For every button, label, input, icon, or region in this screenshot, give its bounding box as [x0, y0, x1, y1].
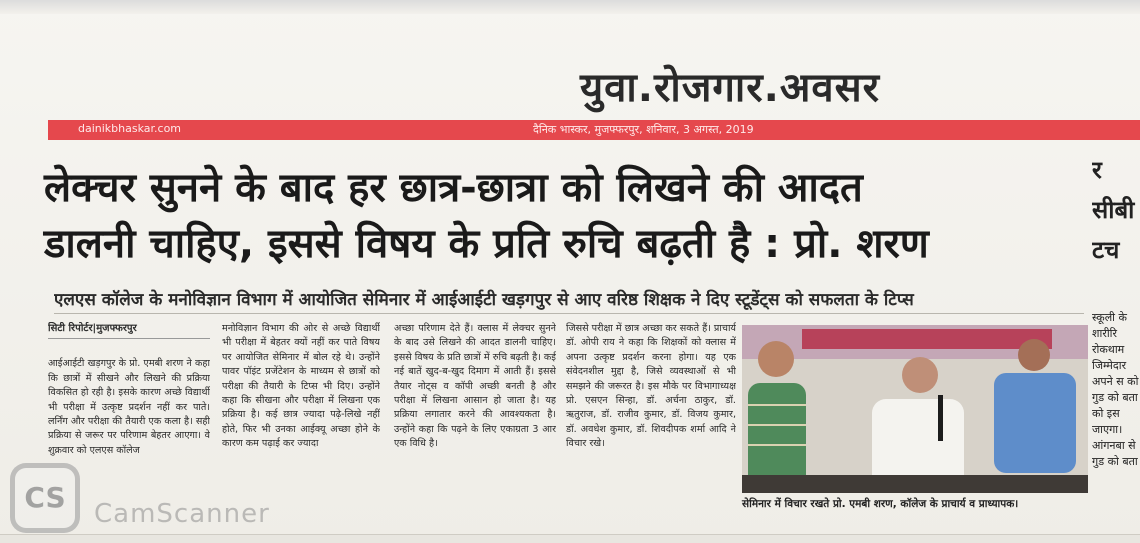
headline-line-2: डालनी चाहिए, इससे विषय के प्रति रुचि बढ़ती है : प्रो. शरण	[44, 221, 929, 267]
camscanner-watermark	[10, 463, 290, 535]
column-text: अच्छा परिणाम देते हैं। क्लास में लेक्चर सुनने के बाद उसे लिखने की आदत डालनी चाहिए। इससे विषय के प्रति छात्रों में रुचि बढ़ती है। कई नई बातें खुद-ब-खुद दिमाग में आती हैं। इससे तैयार नोट्स व कॉपी अच्छी बनती है और परीक्षा में लिखना आसान हो जाता है। यह प्रक्रिया लगातार करने की आवश्यकता है। उन्होंने कहा कि पढ़ने के लिए एकाग्रता 3 आर एक विधि है।	[394, 323, 556, 450]
article-column-3	[394, 322, 556, 522]
seminar-photo	[742, 325, 1088, 493]
seminar-photo-image	[742, 325, 1088, 493]
article-column-4	[566, 322, 736, 522]
column-text: आईआईटी खड़गपुर के प्रो. एमबी शरण ने कहा कि छात्रों में सीखने और लिखने की प्रक्रिया विकसित हो रही है। इसके कारण अच्छे विद्यार्थी भी परीक्षा में उत्कृष्ट प्रदर्शन नहीं कर पाते। लर्निंग और परीक्षा की तैयारी एक कला है। सही प्रक्रिया से जरूर पर परिणाम बेहतर आएगा। वे शुक्रवार को एलएस कॉलेज	[48, 358, 210, 456]
watermark-text: CamScanner	[94, 499, 270, 529]
band-site: dainikbhaskar.com	[78, 122, 182, 135]
page-bottom-edge	[0, 534, 1140, 543]
section-title: युवा.रोजगार.अवसर	[579, 65, 881, 111]
article-subhead: एलएस कॉलेज के मनोविज्ञान विभाग में आयोजित सेमिनार में आईआईटी खड़गपुर से आए वरिष्ठ शिक्षक ने दिए स्टूडेंट्स को सफलता के टिप्स	[54, 290, 914, 310]
article-headline	[44, 160, 1094, 272]
fragment-line-1: र	[1092, 156, 1102, 184]
photo-caption: सेमिनार में विचार रखते प्रो. एमबी शरण, कॉलेज के प्राचार्य व प्राध्यापक।	[742, 498, 1019, 510]
adjacent-article-fragment	[1092, 150, 1140, 543]
camscanner-logo-icon: CS	[10, 463, 80, 533]
byline: सिटी रिपोर्टर|मुजफ्फरपुर	[48, 322, 210, 339]
fragment-line-2: सीबी	[1092, 196, 1135, 224]
page-top-edge	[0, 0, 1140, 14]
headline-line-1: लेक्चर सुनने के बाद हर छात्र-छात्रा को लिखने की आदत	[44, 165, 863, 211]
fragment-text: स्कूली के शारीरि रोकथाम जिम्मेदार अपने स को गुड को बता को इस जाएगा। आंगनबा से गुड को बता	[1092, 311, 1139, 468]
column-text: जिससे परीक्षा में छात्र अच्छा कर सकते हैं। प्राचार्य डॉ. ओपी राय ने कहा कि शिक्षकों को क्लास में अपना उत्कृष्ट प्रदर्शन करना होगा। यह एक संवेदनशील मुद्दा है, जिसे व्यवस्थाओं से भी समझने की जरूरत है। इस मौके पर विभागाध्यक्ष प्रो. एसएन सिन्हा, डॉ. अर्चना ठाकुर, डॉ. ऋतुराज, डॉ. राजीव कुमार, डॉ. विजय कुमार, डॉ. अवधेश कुमार, डॉ. शिवदीपक शर्मा आदि ने विचार रखे।	[566, 323, 736, 450]
masthead-band	[48, 120, 1140, 140]
fragment-line-3: टच	[1092, 236, 1120, 264]
column-text: मनोविज्ञान विभाग की ओर से अच्छे विद्यार्थी भी परीक्षा में बेहतर क्यों नहीं कर पाते विषय पर आयोजित सेमिनार में बोल रहे थे। उन्होंने पावर पॉइंट प्रजेंटेशन के माध्यम से छात्रों को परीक्षा की तैयारी के टिप्स भी दिए। उन्होंने कहा कि सीखना और परीक्षा में लिखना एक प्रक्रिया है। कई छात्र ज्यादा पढ़े-लिखे नहीं होते, फिर भी उनका आईक्यू अच्छा होने के कारण कम पढ़ाई कर ज्यादा	[222, 323, 380, 450]
divider	[54, 313, 1084, 314]
band-date: दैनिक भास्कर, मुजफ्फरपुर, शनिवार, 3 अगस्त, 2019	[533, 123, 754, 136]
